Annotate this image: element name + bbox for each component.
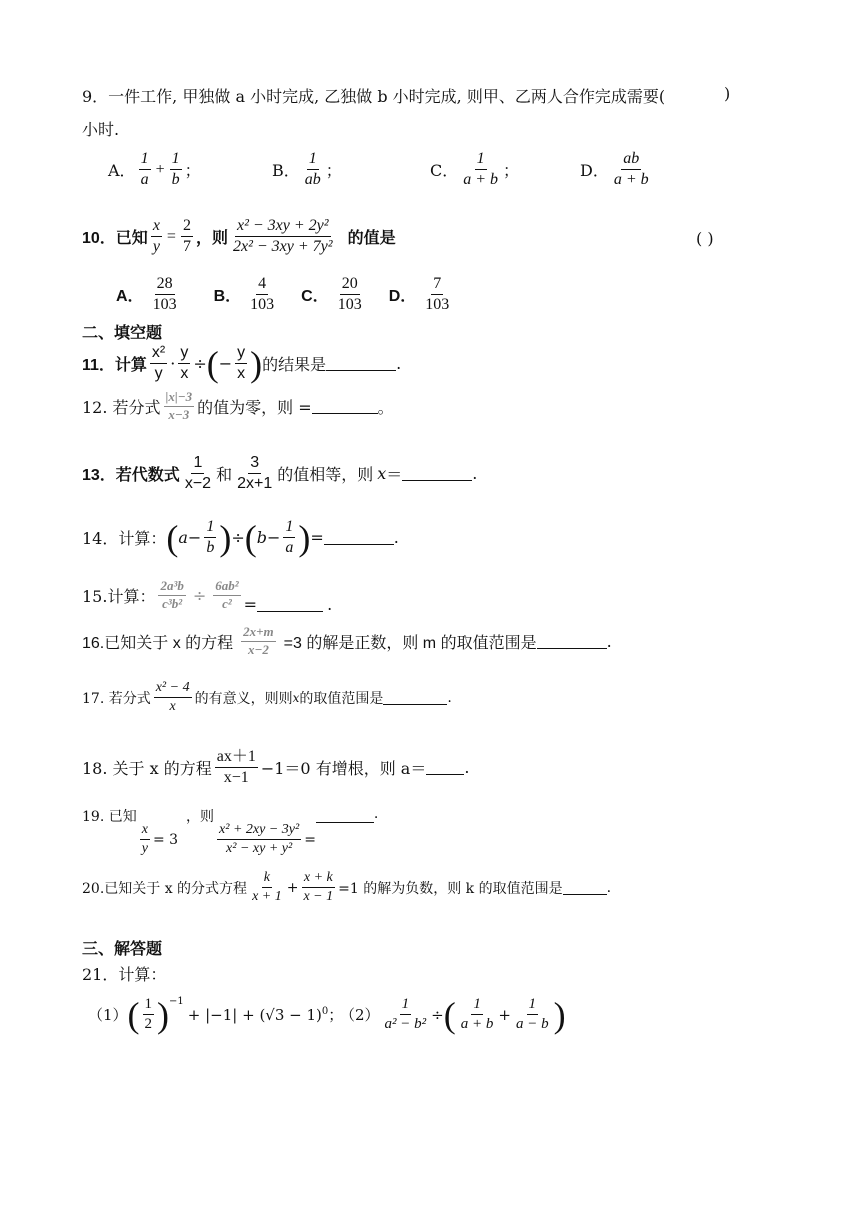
q20: 20.已知关于 x 的分式方程 $\frac{k}{x + 1}$ + $\frac{x + k}{x - 1}$ =1 的解为负数，则 k 的取值范围是 . — [82, 870, 612, 905]
section-heading-solve: 三、解答题 — [82, 941, 163, 958]
answer-blank[interactable] — [316, 808, 374, 823]
fraction: $\frac{\text{x² + 2xy − 3y²}}{\text{x² − xy + y²}}$ — [219, 822, 300, 857]
q9-answer-paren: ) — [724, 84, 731, 103]
fraction: $\frac{1}{a}$ — [285, 518, 294, 557]
fraction: $\frac{1}{a - b}$ — [515, 996, 549, 1033]
answer-blank[interactable] — [563, 880, 607, 895]
answer-blank[interactable] — [326, 356, 396, 371]
fraction: $\frac{k}{x + 1}$ — [252, 870, 282, 905]
q10-answer-paren: ( ) — [696, 229, 714, 248]
fraction: $\frac{1}{ab}$ — [304, 150, 321, 189]
fraction: $\frac{2}{7}$ — [182, 217, 191, 256]
q10-options: A． $\frac{28}{103}$ B． $\frac{4}{103}$ C． $\frac{20}{103}$ D． $\frac{7}{103}$ — [116, 275, 450, 314]
answer-blank[interactable] — [537, 634, 607, 649]
fraction: $\frac{1}{x-2}$ — [184, 454, 212, 493]
q10-stem: 10．已知 $\frac{x}{y}$ = $\frac{2}{7}$ ，则 $\frac{\text{x² − 3xy + 2y²}}{\text{2x² − 3xy + 7y²}}$ 的值是 — [82, 217, 396, 256]
q13: 13．若代数式 $\frac{1}{x-2}$ 和 $\frac{3}{2x+1}$ 的值相等，则 x ＝ . — [82, 454, 478, 493]
fraction: $\frac{\text{2a³b}}{\text{c³b²}}$ — [160, 578, 184, 611]
q9-text2: 小时. — [82, 120, 120, 139]
q21-part2: （2） $\frac{1}{\text{a² − b²}}$ ÷ ( $\frac{1}{a + b}$ + $\frac{1}{a - b}$ ) — [340, 994, 566, 1035]
option-label: A． — [108, 161, 136, 181]
fraction: $\frac{y}{x}$ — [237, 344, 246, 383]
fraction: $\frac{7}{103}$ — [425, 275, 450, 314]
answer-blank[interactable] — [426, 760, 464, 775]
answer-blank[interactable] — [312, 399, 378, 414]
fraction: $\frac{\text{x²}}{y}$ — [151, 344, 166, 383]
fraction: $\frac{1}{a + b}$ — [460, 996, 494, 1033]
fraction: $\frac{ax+1}{x-1}$ — [216, 748, 256, 787]
fraction: $\frac{x + k}{x - 1}$ — [303, 870, 334, 905]
fraction: $\frac{y}{x}$ — [180, 344, 189, 383]
fraction: $\frac{4}{103}$ — [250, 275, 275, 314]
fraction: $\frac{ab}{a + b}$ — [613, 150, 649, 189]
fraction: $\frac{3}{2x+1}$ — [237, 454, 273, 493]
fraction: $\frac{x}{y}$ — [152, 217, 160, 256]
q9-option-d: D． $\frac{ab}{a + b}$ — [580, 150, 649, 189]
fraction: $\frac{\text{x² − 3xy + 2y²}}{\text{2x² − 3xy + 7y²}}$ — [232, 217, 333, 256]
fraction: $\frac{1}{a}$ — [140, 150, 149, 189]
fraction: $\frac{\text{x² − 4}}{x}$ — [155, 680, 190, 715]
q9-option-b: B． $\frac{1}{ab}$ ； — [272, 150, 342, 189]
q16: 16.已知关于 x 的方程 $\frac{2x+m}{x-2}$ =3 的解是正数，则 m 的取值范围是 . — [82, 624, 612, 657]
fraction: $\frac{1}{\text{a² − b²}}$ — [384, 996, 427, 1033]
q15: 15.计算： $\frac{\text{2a³b}}{\text{c³b²}}$ ÷ $\frac{\text{6ab²}}{\text{c²}}$ = . — [82, 578, 333, 614]
fraction: $\frac{1}{a + b}$ — [463, 150, 499, 189]
q17: 17. 若分式 $\frac{\text{x² − 4}}{x}$ 的有意义，则则 x 的取值范围是 . — [82, 680, 452, 715]
q14: 14．计算： ( a − $\frac{1}{b}$ ) ÷ ( b − $\frac{1}{a}$ ) = . — [82, 517, 399, 558]
fraction: $\frac{1}{b}$ — [206, 518, 215, 557]
q9-option-c: C． $\frac{1}{a + b}$ ； — [430, 150, 520, 189]
fraction: $\frac{1}{2}$ — [144, 996, 153, 1033]
q21-label: 21．计算： — [82, 965, 167, 984]
q21-part1: （1） ( $\frac{1}{2}$ ) $^{-1}$ + |−1| + (√3 − 1) $^0$ ； — [88, 994, 344, 1035]
q11: 11．计算 $\frac{\text{x²}}{y}$ · $\frac{y}{x}$ ÷ ( − $\frac{y}{x}$ ) 的结果是 . — [82, 343, 402, 384]
fraction: $\frac{20}{103}$ — [337, 275, 362, 314]
q18: 18. 关于 x 的方程 $\frac{ax+1}{x-1}$ −1＝0 有增根，则 a＝ . — [82, 748, 470, 787]
fraction: $\frac{\text{6ab²}}{\text{c²}}$ — [215, 578, 239, 611]
fraction: $\frac{1}{b}$ — [171, 150, 180, 189]
q9-option-a: A． $\frac{1}{a}$ + $\frac{1}{b}$ ； — [108, 150, 201, 189]
q9-stem — [82, 84, 665, 107]
fraction: $\frac{2x+m}{x-2}$ — [243, 624, 274, 657]
q12: 12. 若分式 $\frac{|x|-3}{x-3}$ 的值为零，则 = 。 — [82, 389, 394, 422]
answer-blank[interactable] — [402, 466, 472, 481]
q9-text: 9．一件工作, 甲独做 a 小时完成, 乙独做 b 小时完成, 则甲、乙两人合作完成需要( — [82, 87, 666, 106]
q19: 19. 已知 $\frac{x}{y}$ = 3 ，则 $\frac{\text{x² + 2xy − 3y²}}{\text{x² − xy + y²}}$ = . — [82, 806, 379, 857]
fraction: $\frac{28}{103}$ — [152, 275, 177, 314]
fraction: $\frac{x}{y}$ — [141, 822, 148, 857]
answer-blank[interactable] — [383, 690, 447, 705]
answer-blank[interactable] — [324, 530, 394, 545]
section-heading-fill-in: 二、填空题 — [82, 325, 163, 342]
answer-blank[interactable] — [257, 597, 323, 612]
fraction: $\frac{|x|-3}{x-3}$ — [165, 389, 193, 422]
